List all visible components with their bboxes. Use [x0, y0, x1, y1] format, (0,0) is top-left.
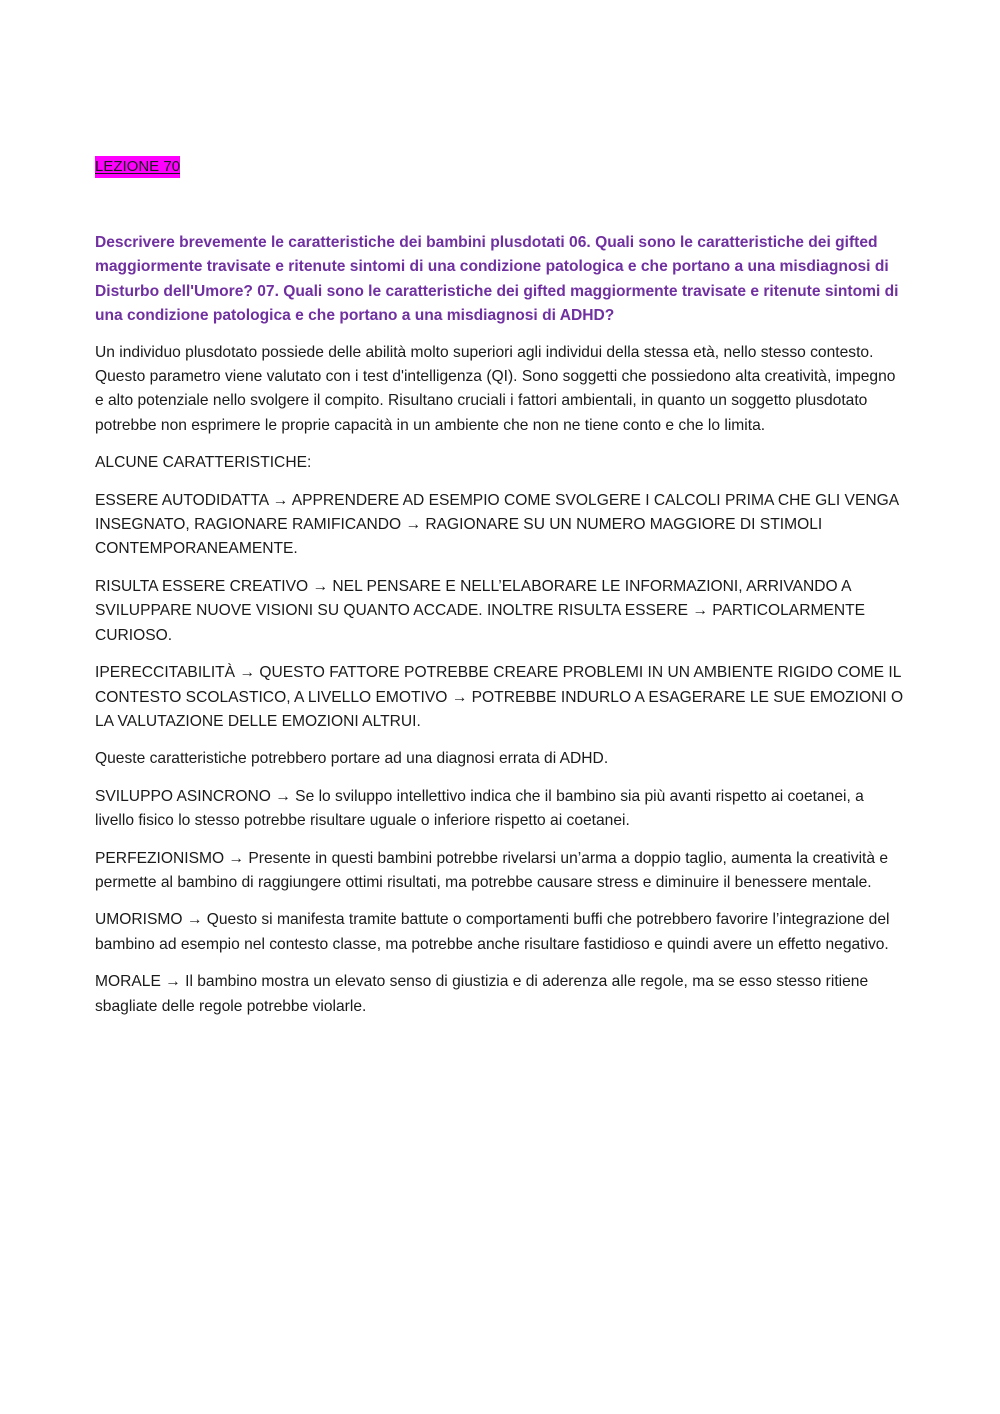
paragraph-adhd-note: Queste caratteristiche potrebbero portare ad una diagnosi errata di ADHD. — [95, 750, 609, 768]
document-page — [95, 156, 905, 1032]
intro-paragraph: Un individuo plusdotato possiede delle abilità molto superiori agli individui della stessa età, nello stesso contesto. Questo parametro viene valutato con i test d'intelligenza (QI). Sono soggetti che possiedono alta creatività, impegno e alto potenziale nello svolgere il compito. Risultano cruciali i fattori ambientali, in quanto un soggetto plusdotato potrebbe non esprimere le proprie capacità in un ambiente che non ne tiene conto e che lo limita. — [95, 343, 896, 434]
paragraph-sviluppo-asincrono: SVILUPPO ASINCRONO → Se lo sviluppo intellettivo indica che il bambino sia più avanti rispetto ai coetanei, a livello fisico lo stesso potrebbe risultare uguale o inferiore rispetto ai coetanei. — [95, 787, 864, 830]
paragraph-morale: MORALE → Il bambino mostra un elevato senso di giustizia e di aderenza alle regole, ma se esso stesso ritiene sbagliate delle regole potrebbe violarle. — [95, 973, 869, 1015]
question-heading: Descrivere brevemente le caratteristiche dei bambini plusdotati 06. Quali sono le caratteristiche dei gifted maggiormente travisate e ritenute sintomi di una condizione patologica e che portano a una misdiagnosi di Disturbo dell'Umore? 07. Quali sono le caratteristiche dei gifted maggiormente travisate e ritenute sintomi di una condizione patologica e che portano a una misdiagnosi di ADHD? — [95, 234, 899, 325]
paragraph-autodidatta: ESSERE AUTODIDATTA → APPRENDERE AD ESEMPIO COME SVOLGERE I CALCOLI PRIMA CHE GLI VENGA INSEGNATO, RAGIONARE RAMIFICANDO → RAGIONARE SU UN NUMERO MAGGIORE DI STIMOLI CONTEMPORANEAMENTE. — [95, 491, 899, 558]
paragraph-ipereccitabilita: IPERECCITABILITÀ → QUESTO FATTORE POTREBBE CREARE PROBLEMI IN UN AMBIENTE RIGIDO COME IL CONTESTO SCOLASTICO, A LIVELLO EMOTIVO → POTREBBE INDURLO A ESAGERARE LE SUE EMOZIONI O LA VALUTAZIONE DELLE EMOZIONI ALTRUI. — [95, 664, 904, 730]
paragraph-creativo: RISULTA ESSERE CREATIVO → NEL PENSARE E NELL’ELABORARE LE INFORMAZIONI, ARRIVANDO A SVILUPPARE NUOVE VISIONI SU QUANTO ACCADE. INOLTRE RISULTA ESSERE → PARTICOLARMENTE CURIOSO. — [95, 577, 866, 644]
paragraph-umorismo: UMORISMO → Questo si manifesta tramite battute o comportamenti buffi che potrebbero favorire l’integrazione del bambino ad esempio nel contesto classe, ma potrebbe anche risultare fastidioso e quindi avere un effetto negativo. — [95, 911, 890, 953]
paragraph-perfezionismo: PERFEZIONISMO → Presente in questi bambini potrebbe rivelarsi un’arma a doppio taglio, aumenta la creatività e permette al bambino di raggiungere ottimi risultati, ma potrebbe causare stress e diminuire il benessere mentale. — [95, 849, 889, 891]
lesson-title: LEZIONE 70 — [95, 156, 180, 178]
characteristics-heading: ALCUNE CARATTERISTICHE: — [95, 454, 312, 472]
